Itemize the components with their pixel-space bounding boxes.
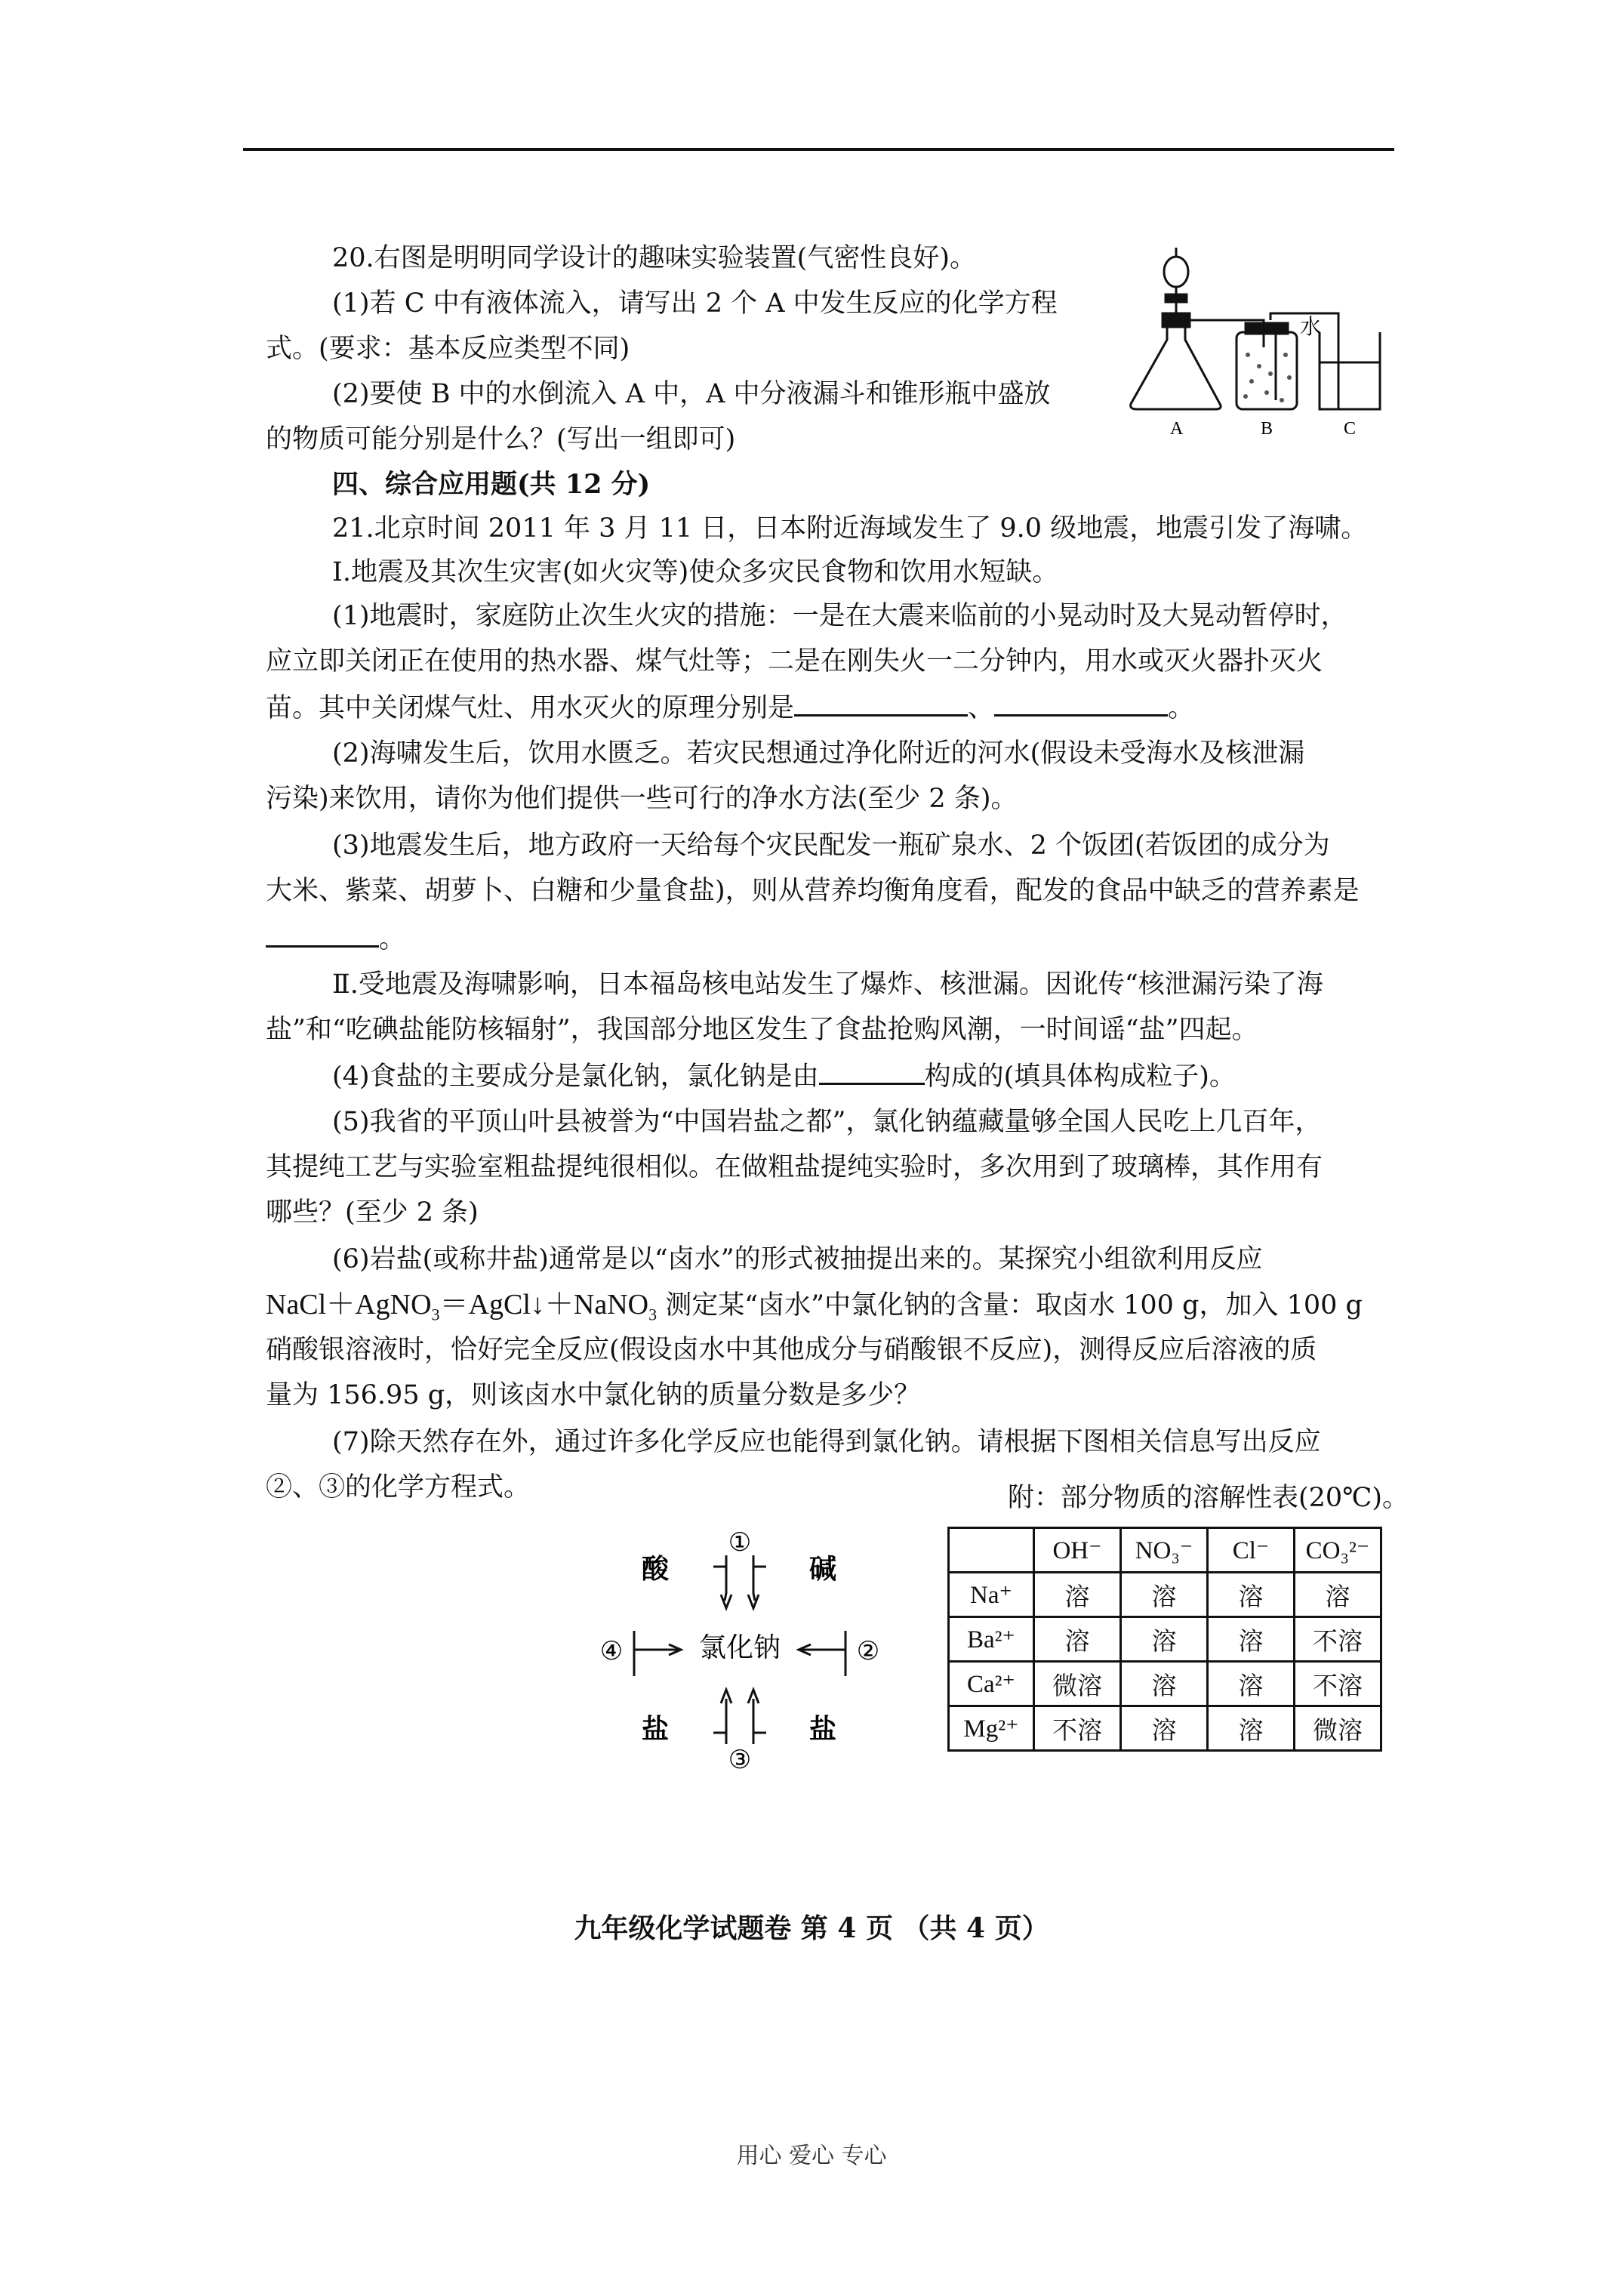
page-footer: 九年级化学试题卷 第 4 页 （共 4 页）: [574, 1912, 1049, 1944]
q21-p6-line-1: (6)岩盐(或称井盐)通常是以“卤水”的形式被抽提出来的。某探究小组欲利用反应: [332, 1244, 1263, 1274]
q21-p5-line-3: 哪些？(至少 2 条): [266, 1197, 479, 1228]
q21-p1-line-3-text: 苗。其中关闭煤气灶、用水灭火的原理分别是: [266, 693, 795, 723]
diagram-center: 氯化钠: [698, 1632, 781, 1663]
table-row: [949, 1617, 1381, 1662]
table-header-cell: NO₃⁻: [1121, 1528, 1208, 1573]
q21-p6-line-4: 量为 156.95 g，则该卤水中氯化钠的质量分数是多少？: [266, 1380, 921, 1410]
separator: 、: [968, 693, 995, 723]
table-header-cell: OH⁻: [1034, 1528, 1121, 1573]
diagram-label-2: ②: [856, 1636, 880, 1666]
table-header-cell: [949, 1528, 1034, 1573]
q20-line-4: (2)要使 B 中的水倒流入 A 中，A 中分液漏斗和锥形瓶中盛放: [332, 379, 1051, 409]
q21-p1-line-3: [266, 689, 1194, 726]
table-header-cell: CO₃²⁻: [1295, 1528, 1381, 1573]
table-caption: 附：部分物质的溶解性表(20℃)。: [1008, 1483, 1409, 1513]
q21-p6-line-2: [266, 1287, 1363, 1333]
reaction-equation: NaCl＋AgNO$_3$＝AgCl↓＋NaNO$_3$: [266, 1289, 658, 1324]
q21-p3-line-1: (3)地震发生后，地方政府一天给每个灾民配发一瓶矿泉水、2 个饭团(若饭团的成分为: [332, 831, 1330, 861]
label-water: 水: [1300, 314, 1322, 339]
period: 。: [379, 924, 406, 954]
table-cell: 溶: [1121, 1617, 1208, 1662]
table-cell: 不溶: [1034, 1706, 1121, 1751]
table-header-row: [949, 1528, 1381, 1573]
q20-line-2: (1)若 C 中有液体流入，请写出 2 个 A 中发生反应的化学方程: [332, 288, 1058, 319]
q21-p7-line-1: (7)除天然存在外，通过许多化学反应也能得到氯化钠。请根据下图相关信息写出反应: [332, 1427, 1321, 1457]
table-cell: 不溶: [1295, 1662, 1381, 1706]
label-c: C: [1344, 419, 1357, 438]
q21-p7-line-2: ②、③的化学方程式。: [266, 1472, 531, 1502]
q20-line-3: 式。(要求：基本反应类型不同): [266, 334, 630, 364]
table-cell: 溶: [1295, 1573, 1381, 1617]
q21-p3-line-3: [266, 920, 405, 957]
table-cell: 溶: [1034, 1573, 1121, 1617]
table-cell: 溶: [1208, 1573, 1295, 1617]
q21-p3-line-2: 大米、紫菜、胡萝卜、白糖和少量食盐)，则从营养均衡角度看，配发的食品中缺乏的营养素是: [266, 876, 1360, 906]
diagram-salt-left: 盐: [642, 1714, 670, 1745]
answer-blank[interactable]: [794, 689, 968, 717]
label-b: B: [1261, 419, 1273, 438]
q20-line-1: 20.右图是明明同学设计的趣味实验装置(气密性良好)。: [332, 243, 976, 273]
q21-part2-line-1: Ⅱ.受地震及海啸影响，日本福岛核电站发生了爆炸、核泄漏。因讹传“核泄漏污染了海: [332, 969, 1323, 1000]
header-rule: [243, 148, 1394, 151]
period: 。: [1168, 693, 1195, 723]
q21-p2-line-2: 污染)来饮用，请你为他们提供一些可行的净水方法(至少 2 条)。: [266, 784, 1018, 814]
q21-part2-line-2: 盐”和“吃碘盐能防核辐射”，我国部分地区发生了食盐抢购风潮，一时间谣“盐”四起。: [266, 1015, 1258, 1045]
table-cell: Ca²⁺: [949, 1662, 1034, 1706]
q21-p4-line: [332, 1057, 1236, 1095]
table-cell: 微溶: [1295, 1706, 1381, 1751]
motto: 用心 爱心 专心: [736, 2143, 887, 2169]
sodium-chloride-reaction-diagram: [596, 1525, 883, 1774]
label-a: A: [1170, 419, 1184, 438]
table-cell: 溶: [1034, 1617, 1121, 1662]
q21-p5-line-1: (5)我省的平顶山叶县被誉为“中国岩盐之都”，氯化钠蕴藏量够全国人民吃上几百年，: [332, 1107, 1322, 1137]
diagram-label-4: ④: [599, 1636, 624, 1666]
answer-blank[interactable]: [266, 920, 379, 948]
diagram-base: 碱: [809, 1554, 837, 1585]
table-cell: 溶: [1208, 1706, 1295, 1751]
q21-p5-line-2: 其提纯工艺与实验室粗盐提纯很相似。在做粗盐提纯实验时，多次用到了玻璃棒，其作用有: [266, 1152, 1323, 1182]
table-cell: Na⁺: [949, 1573, 1034, 1617]
answer-blank[interactable]: [819, 1057, 925, 1085]
q21-intro: 21.北京时间 2011 年 3 月 11 日，日本附近海域发生了 9.0 级地震，地震引发了海啸。: [332, 513, 1368, 544]
q20-line-5: 的物质可能分别是什么？(写出一组即可): [266, 424, 736, 455]
table-cell: 溶: [1208, 1617, 1295, 1662]
q21-p4-text-a: (4)食盐的主要成分是氯化钠，氯化钠是由: [332, 1062, 819, 1092]
table-cell: Mg²⁺: [949, 1706, 1034, 1751]
table-cell: 溶: [1121, 1662, 1208, 1706]
table-header-cell: Cl⁻: [1208, 1528, 1295, 1573]
q21-p6-line-3: 硝酸银溶液时，恰好完全反应(假设卤水中其他成分与硝酸银不反应)，测得反应后溶液的质: [266, 1335, 1317, 1365]
table-cell: Ba²⁺: [949, 1617, 1034, 1662]
answer-blank[interactable]: [994, 689, 1168, 717]
table-row: [949, 1662, 1381, 1706]
table-cell: 溶: [1121, 1573, 1208, 1617]
table-cell: 微溶: [1034, 1662, 1121, 1706]
solubility-table: [947, 1527, 1382, 1752]
table-cell: 溶: [1121, 1706, 1208, 1751]
table-cell: 不溶: [1295, 1617, 1381, 1662]
table-row: [949, 1573, 1381, 1617]
diagram-salt-right: 盐: [809, 1714, 837, 1745]
q21-p2-line-1: (2)海啸发生后，饮用水匮乏。若灾民想通过净化附近的河水(假设未受海水及核泄漏: [332, 738, 1305, 769]
table-cell: 溶: [1208, 1662, 1295, 1706]
q21-p1-line-2: 应立即关闭正在使用的热水器、煤气灶等；二是在刚失火一二分钟内，用水或灭火器扑灭火: [266, 646, 1323, 676]
diagram-label-3: ③: [728, 1745, 752, 1774]
experiment-apparatus-diagram: [1116, 242, 1433, 438]
diagram-acid: 酸: [642, 1554, 670, 1585]
table-row: [949, 1706, 1381, 1751]
q21-p4-text-b: 构成的(填具体构成粒子)。: [924, 1062, 1236, 1092]
q21-p6-line-2-rest: 测定某“卤水”中氯化钠的含量：取卤水 100 g，加入 100 g: [657, 1290, 1363, 1321]
q21-p1-line-1: (1)地震时，家庭防止次生火灾的措施：一是在大震来临前的小晃动时及大晃动暂停时，: [332, 601, 1347, 631]
q21-part1-title: Ⅰ.地震及其次生灾害(如火灾等)使众多灾民食物和饮用水短缺。: [332, 557, 1059, 587]
diagram-label-1: ①: [728, 1527, 752, 1558]
section-title: 四、综合应用题(共 12 分): [332, 469, 651, 500]
